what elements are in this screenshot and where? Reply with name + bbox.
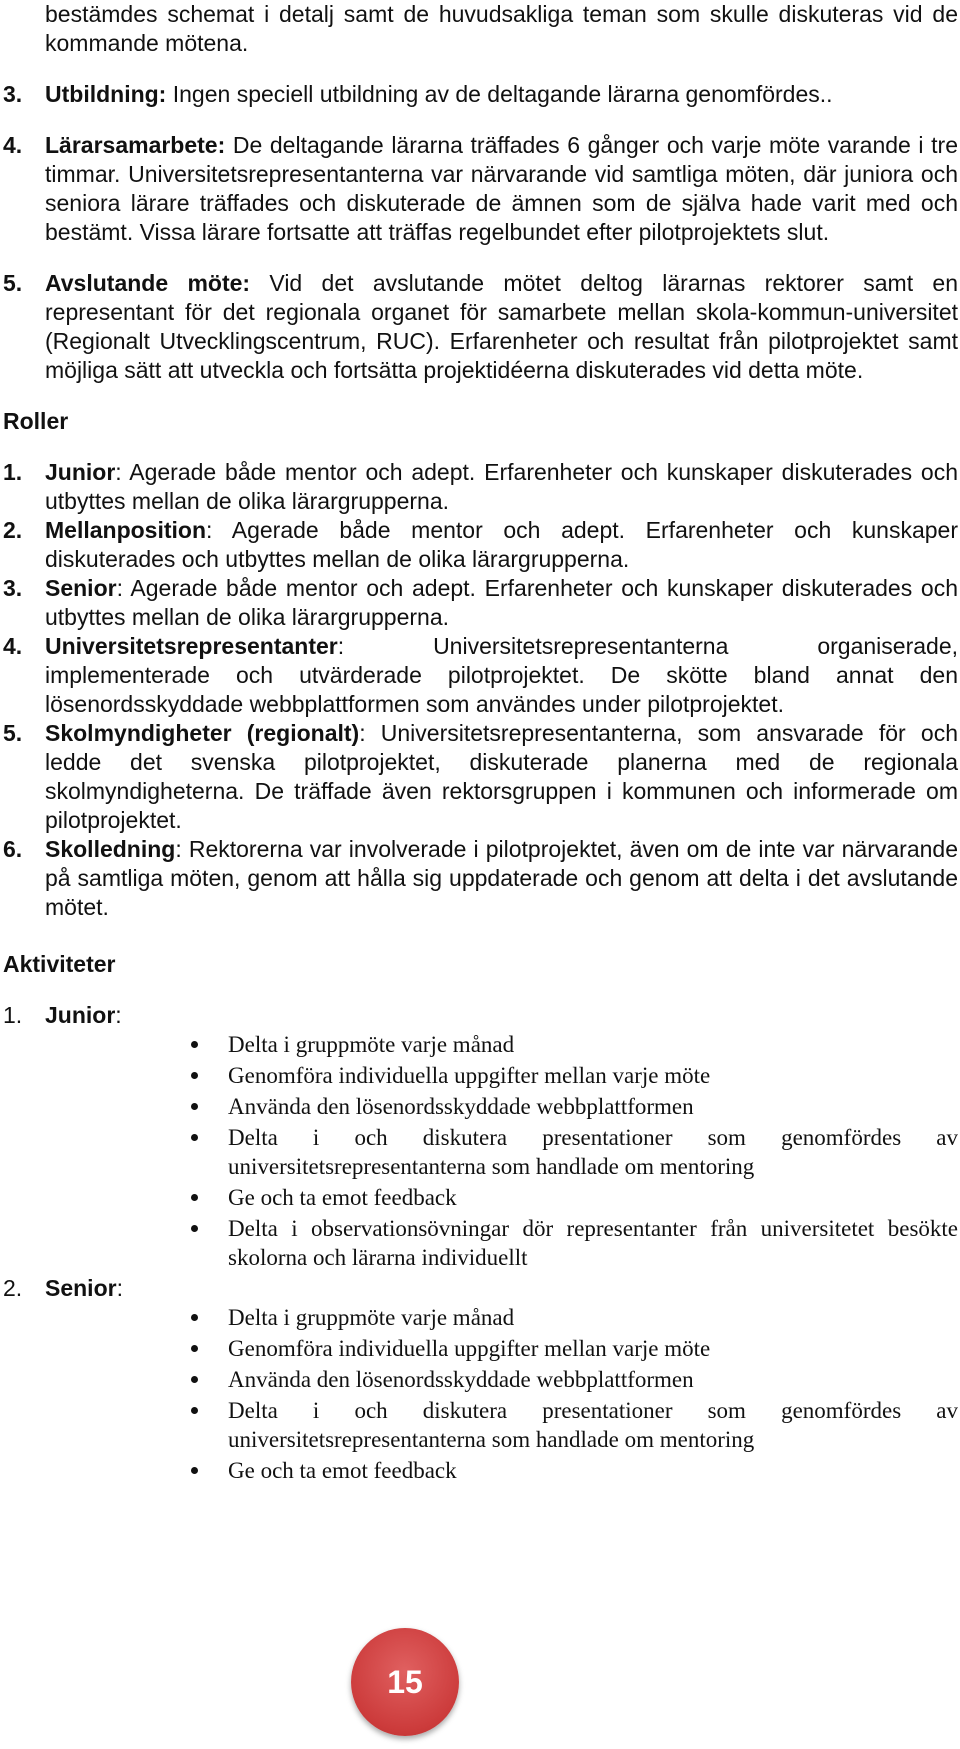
process-item bbox=[3, 131, 958, 247]
process-item-text: De deltagande lärarna träffades 6 gånger och varje möte varande i tre timmar. Universitetsrepresentanterna var närvarande vid samtliga möten, där juniora och seniora lärare träffades och diskuterade de ämnen som de själva hade varit med och bestämt. Vissa lärare fortsatte att träffas regelbundet efter pilotprojektets slut. bbox=[45, 132, 958, 245]
role-term: Skolmyndigheter (regionalt) bbox=[45, 720, 360, 746]
bullet-dot-icon bbox=[191, 1376, 198, 1383]
bullet-dot-icon bbox=[191, 1345, 198, 1352]
page-number-badge: 15 bbox=[351, 1628, 459, 1736]
bullet-dot-icon bbox=[191, 1072, 198, 1079]
role-number: 5. bbox=[3, 720, 23, 746]
activity-bullets bbox=[3, 1030, 958, 1272]
process-item-term: Avslutande möte: bbox=[45, 270, 251, 296]
process-item bbox=[3, 80, 958, 109]
process-item-term: Utbildning: bbox=[45, 81, 167, 107]
document-body bbox=[3, 0, 958, 1487]
process-item-number: 5. bbox=[3, 270, 23, 296]
process-item-text: Vid det avslutande mötet deltog lärarnas rektorer samt en representant för det regionala organet för samarbete mellan skola-kommun-universitet (Regionalt Utvecklingscentrum, RUC). Erfarenheter och resultat från pilotprojektet samt möjliga sätt att utveckla och fortsätta projektidéerna diskuterades vid detta möte. bbox=[45, 270, 958, 383]
activity-number: 1. bbox=[3, 1002, 23, 1028]
activity-suffix: : bbox=[115, 1002, 122, 1028]
activity-label bbox=[3, 1274, 958, 1303]
role-text: : Agerade både mentor och adept. Erfarenheter och kunskaper diskuterades och utbyttes mellan de olika lärargrupperna. bbox=[45, 575, 958, 630]
activities-heading: Aktiviteter bbox=[3, 951, 116, 977]
bullet-item: Ge och ta emot feedback bbox=[3, 1456, 958, 1485]
process-item-number: 3. bbox=[3, 81, 23, 107]
bullet-item: Delta i gruppmöte varje månad bbox=[3, 1303, 958, 1332]
role-text: : Agerade både mentor och adept. Erfarenheter och kunskaper diskuterades och utbyttes mellan de olika lärargrupperna. bbox=[45, 459, 958, 514]
intro-continuation: bestämdes schemat i detalj samt de huvudsakliga teman som skulle diskuteras vid de kommande mötena. bbox=[45, 1, 958, 56]
role-item bbox=[3, 632, 958, 719]
role-number: 4. bbox=[3, 633, 23, 659]
bullet-item: Använda den lösenordsskyddade webbplattformen bbox=[3, 1365, 958, 1394]
bullet-item: Delta i och diskutera presentationer som genomfördes av universitetsrepresentanterna som handlade om mentoring bbox=[3, 1396, 958, 1454]
process-item-text: Ingen speciell utbildning av de deltagande lärarna genomfördes.. bbox=[166, 81, 833, 107]
role-item bbox=[3, 516, 958, 574]
activity-number: 2. bbox=[3, 1275, 23, 1301]
role-text: : Universitetsrepresentanterna organiserade, implementerade och utvärderade pilotprojektet. De skötte bland annat den lösenordsskyddade webbplattformen som användes under pilotprojektet. bbox=[45, 633, 958, 717]
bullet-dot-icon bbox=[191, 1225, 198, 1232]
activity-bullets bbox=[3, 1303, 958, 1485]
bullet-item: Genomföra individuella uppgifter mellan varje möte bbox=[3, 1334, 958, 1363]
role-term: Mellanposition bbox=[45, 517, 206, 543]
role-number: 3. bbox=[3, 575, 23, 601]
role-number: 6. bbox=[3, 836, 23, 862]
activity-role: Senior bbox=[45, 1275, 117, 1301]
bullet-item: Ge och ta emot feedback bbox=[3, 1183, 958, 1212]
roles-heading: Roller bbox=[3, 408, 69, 434]
process-item-term: Lärarsamarbete: bbox=[45, 132, 226, 158]
bullet-item: Genomföra individuella uppgifter mellan varje möte bbox=[3, 1061, 958, 1090]
bullet-dot-icon bbox=[191, 1314, 198, 1321]
role-item bbox=[3, 835, 958, 922]
bullet-item: Delta i och diskutera presentationer som genomfördes av universitetsrepresentanterna som handlade om mentoring bbox=[3, 1123, 958, 1181]
role-text: : Rektorerna var involverade i pilotprojektet, även om de inte var närvarande på samtliga möten, genom att hålla sig uppdaterade och genom att delta i det avslutande mötet. bbox=[45, 836, 958, 920]
role-term: Skolledning bbox=[45, 836, 176, 862]
bullet-dot-icon bbox=[191, 1134, 198, 1141]
bullet-item: Delta i gruppmöte varje månad bbox=[3, 1030, 958, 1059]
role-item bbox=[3, 458, 958, 516]
activity-group bbox=[3, 1001, 958, 1272]
bullet-item: Delta i observationsövningar dör representanter från universitetet besökte skolorna och lärarna individuellt bbox=[3, 1214, 958, 1272]
activity-label bbox=[3, 1001, 958, 1030]
activity-suffix: : bbox=[116, 1275, 123, 1301]
role-term: Universitetsrepresentanter bbox=[45, 633, 338, 659]
roles-list bbox=[3, 458, 958, 922]
role-item bbox=[3, 574, 958, 632]
activity-group bbox=[3, 1274, 958, 1485]
role-text: : Universitetsrepresentanterna, som ansvarade för och ledde det svenska pilotprojektet, diskuterade planerna med de regionala skolmyndigheterna. De träffade även rektorsgruppen i kommunen och informerade om pilotprojektet. bbox=[45, 720, 958, 833]
bullet-dot-icon bbox=[191, 1041, 198, 1048]
role-term: Junior bbox=[45, 459, 116, 485]
process-list bbox=[3, 80, 958, 385]
bullet-dot-icon bbox=[191, 1467, 198, 1474]
activity-role: Junior bbox=[45, 1002, 116, 1028]
role-item bbox=[3, 719, 958, 835]
role-term: Senior bbox=[45, 575, 117, 601]
bullet-dot-icon bbox=[191, 1194, 198, 1201]
role-number: 1. bbox=[3, 459, 23, 485]
role-text: : Agerade både mentor och adept. Erfarenheter och kunskaper diskuterades och utbyttes mellan de olika lärargrupperna. bbox=[45, 517, 958, 572]
bullet-item: Använda den lösenordsskyddade webbplattformen bbox=[3, 1092, 958, 1121]
process-item-number: 4. bbox=[3, 132, 23, 158]
role-number: 2. bbox=[3, 517, 23, 543]
process-item bbox=[3, 269, 958, 385]
bullet-dot-icon bbox=[191, 1407, 198, 1414]
bullet-dot-icon bbox=[191, 1103, 198, 1110]
